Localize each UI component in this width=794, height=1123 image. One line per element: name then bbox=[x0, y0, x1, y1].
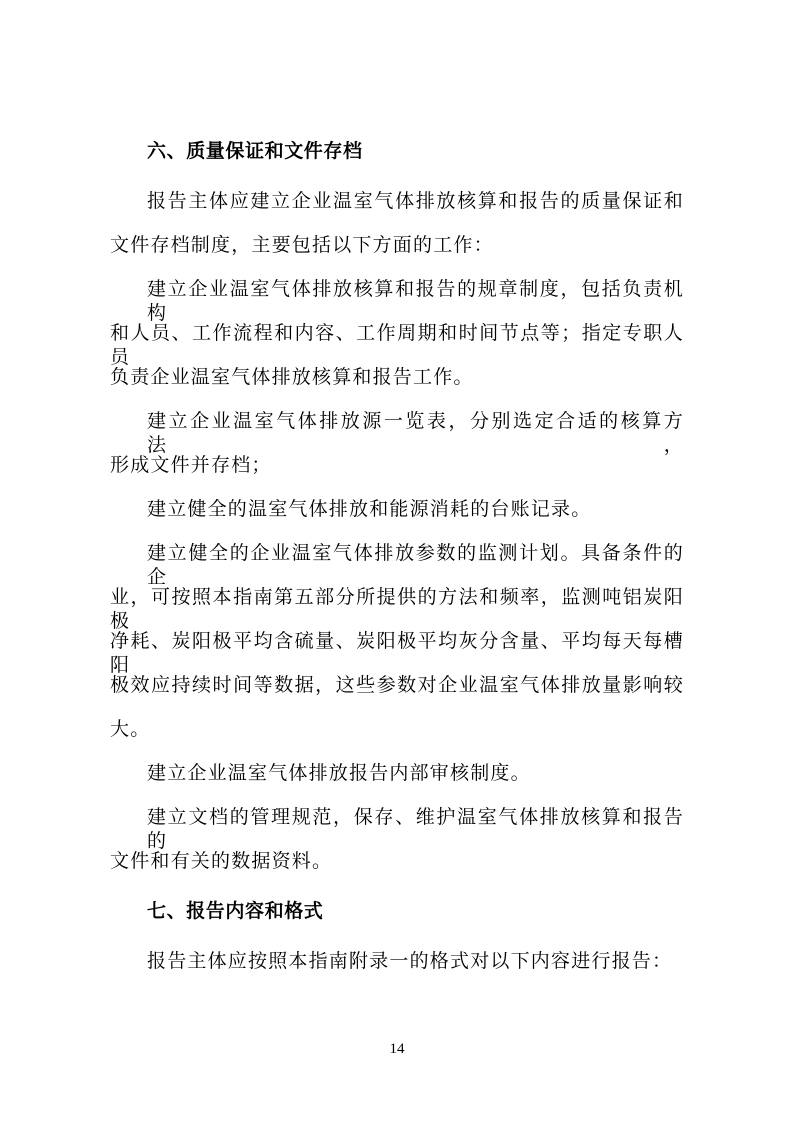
paragraph-line: 建立企业温室气体排放报告内部审核制度。 bbox=[147, 762, 531, 784]
paragraph-line: 净耗、炭阳极平均含硫量、炭阳极平均灰分含量、平均每天每槽阳 bbox=[110, 630, 684, 676]
paragraph-line: 报告主体应按照本指南附录一的格式对以下内容进行报告： bbox=[147, 950, 673, 972]
paragraph-line: 建立健全的温室气体排放和能源消耗的台账记录。 bbox=[147, 498, 592, 520]
paragraph-line: 文件存档制度，主要包括以下方面的工作： bbox=[110, 234, 494, 256]
paragraph-line: 建立健全的企业温室气体排放参数的监测计划。具备条件的企 bbox=[147, 542, 684, 588]
paragraph-line: 文件和有关的数据资料。 bbox=[110, 850, 333, 872]
paragraph-line: 和人员、工作流程和内容、工作周期和时间节点等；指定专职人员 bbox=[110, 322, 684, 368]
paragraph-line: 负责企业温室气体排放核算和报告工作。 bbox=[110, 366, 474, 388]
paragraph-line: 大。 bbox=[110, 718, 151, 740]
page-number: 14 bbox=[389, 1041, 405, 1057]
paragraph-line: 业，可按照本指南第五部分所提供的方法和频率，监测吨铝炭阳极 bbox=[110, 586, 684, 632]
paragraph-line: 建立企业温室气体排放核算和报告的规章制度，包括负责机构 bbox=[147, 278, 684, 324]
paragraph-line: 极效应持续时间等数据，这些参数对企业温室气体排放量影响较 bbox=[110, 674, 684, 696]
paragraph-line: 建立企业温室气体排放源一览表，分别选定合适的核算方法， bbox=[147, 410, 684, 456]
section-heading: 七、报告内容和格式 bbox=[147, 900, 324, 922]
paragraph-line: 建立文档的管理规范，保存、维护温室气体排放核算和报告的 bbox=[147, 806, 684, 852]
section-heading: 六、质量保证和文件存档 bbox=[147, 140, 363, 162]
paragraph-line: 报告主体应建立企业温室气体排放核算和报告的质量保证和 bbox=[147, 190, 684, 212]
paragraph-line: 形成文件并存档； bbox=[110, 454, 272, 476]
